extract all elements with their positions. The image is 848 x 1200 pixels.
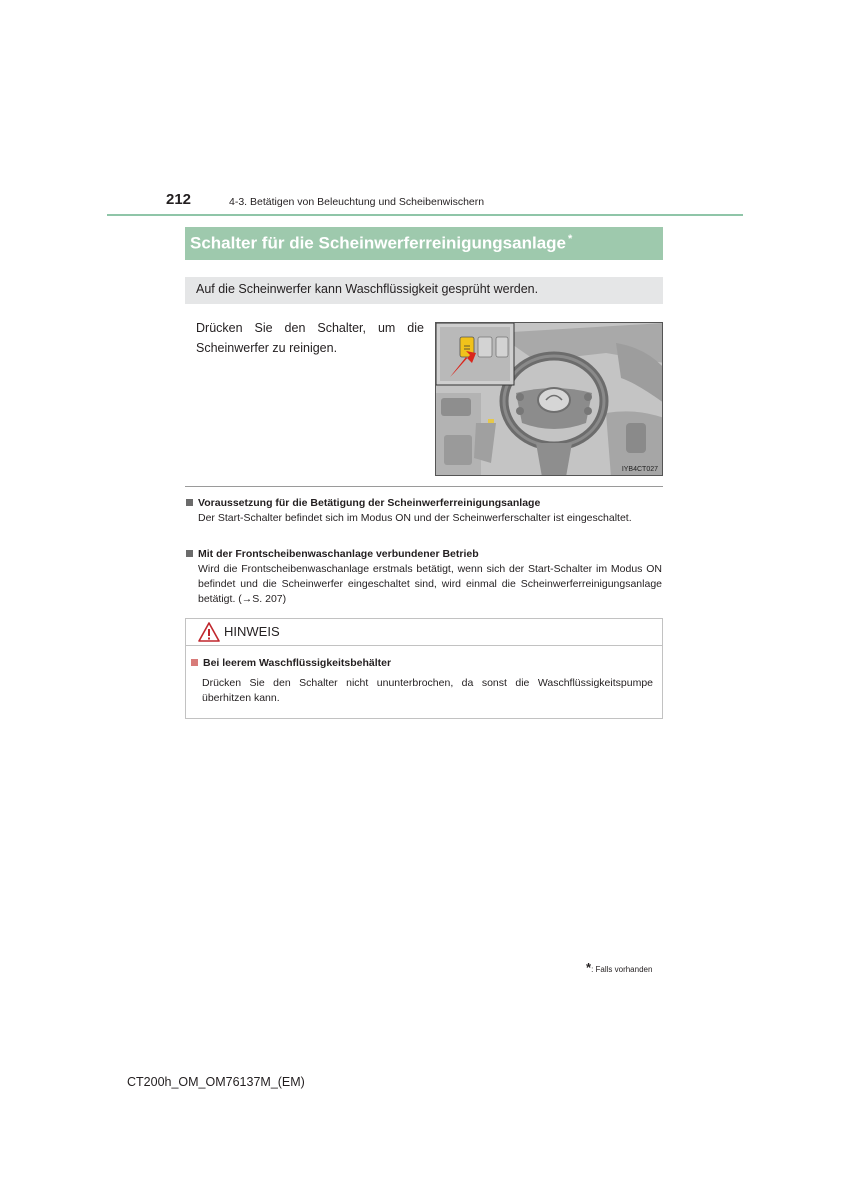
square-bullet-icon <box>186 499 193 506</box>
hint-text: Drücken Sie den Schalter nicht ununterbrochen, da sonst die Waschflüssigkeitspumpe überhitzen kann. <box>202 677 653 704</box>
prerequisite-heading <box>186 497 662 509</box>
hint-subheading-text: Bei leerem Waschflüssigkeitsbehälter <box>203 657 392 669</box>
chapter-header: 4-3. Betätigen von Beleuchtung und Scheibenwischern <box>229 196 485 208</box>
section-title <box>185 227 663 260</box>
footnote-text: : Falls vorhanden <box>591 965 653 974</box>
square-bullet-icon <box>191 659 198 666</box>
washer-link-heading-text: Mit der Frontscheibenwaschanlage verbundener Betrieb <box>198 548 479 560</box>
optional-marker: * <box>568 233 573 245</box>
page-number: 212 <box>166 191 192 208</box>
washer-link-section <box>186 548 662 607</box>
intro-banner <box>185 277 663 304</box>
section-title-text: Schalter für die Scheinwerferreinigungsanlage <box>190 233 566 253</box>
prerequisite-text: Der Start-Schalter befindet sich im Modus ON und der Scheinwerferschalter ist eingeschaltet. <box>198 512 632 524</box>
washer-link-heading <box>186 548 662 560</box>
hint-header <box>186 619 662 646</box>
figure-divider <box>185 486 663 487</box>
square-bullet-icon <box>186 550 193 557</box>
instruction-text: Drücken Sie den Schalter, um die Scheinwerfer zu reinigen. <box>196 321 424 355</box>
prerequisite-section <box>186 497 662 526</box>
hint-title: HINWEIS <box>224 624 280 639</box>
intro-text: Auf die Scheinwerfer kann Waschflüssigkeit gesprüht werden. <box>196 282 539 296</box>
hint-box <box>185 618 663 719</box>
footnote <box>586 960 652 975</box>
footnote-marker: * <box>586 960 592 975</box>
dashboard-drawing <box>436 323 663 476</box>
warning-triangle-icon <box>198 622 220 647</box>
document-code: CT200h_OM_OM76137M_(EM) <box>127 1075 305 1089</box>
washer-link-text: Wird die Frontscheibenwaschanlage erstmals betätigt, wenn sich der Start-Schalter im Modus ON befindet und die Scheinwerfer eingeschaltet sind, wird einmal die Scheinwerferreinigungsanlage betätigt. (→S. 207) <box>198 563 662 605</box>
dashboard-illustration <box>435 322 663 476</box>
hint-subheading <box>191 657 391 669</box>
figure-code: IYB4CT027 <box>621 466 658 473</box>
header-divider <box>107 214 743 216</box>
prerequisite-heading-text: Voraussetzung für die Betätigung der Scheinwerferreinigungsanlage <box>198 497 541 509</box>
